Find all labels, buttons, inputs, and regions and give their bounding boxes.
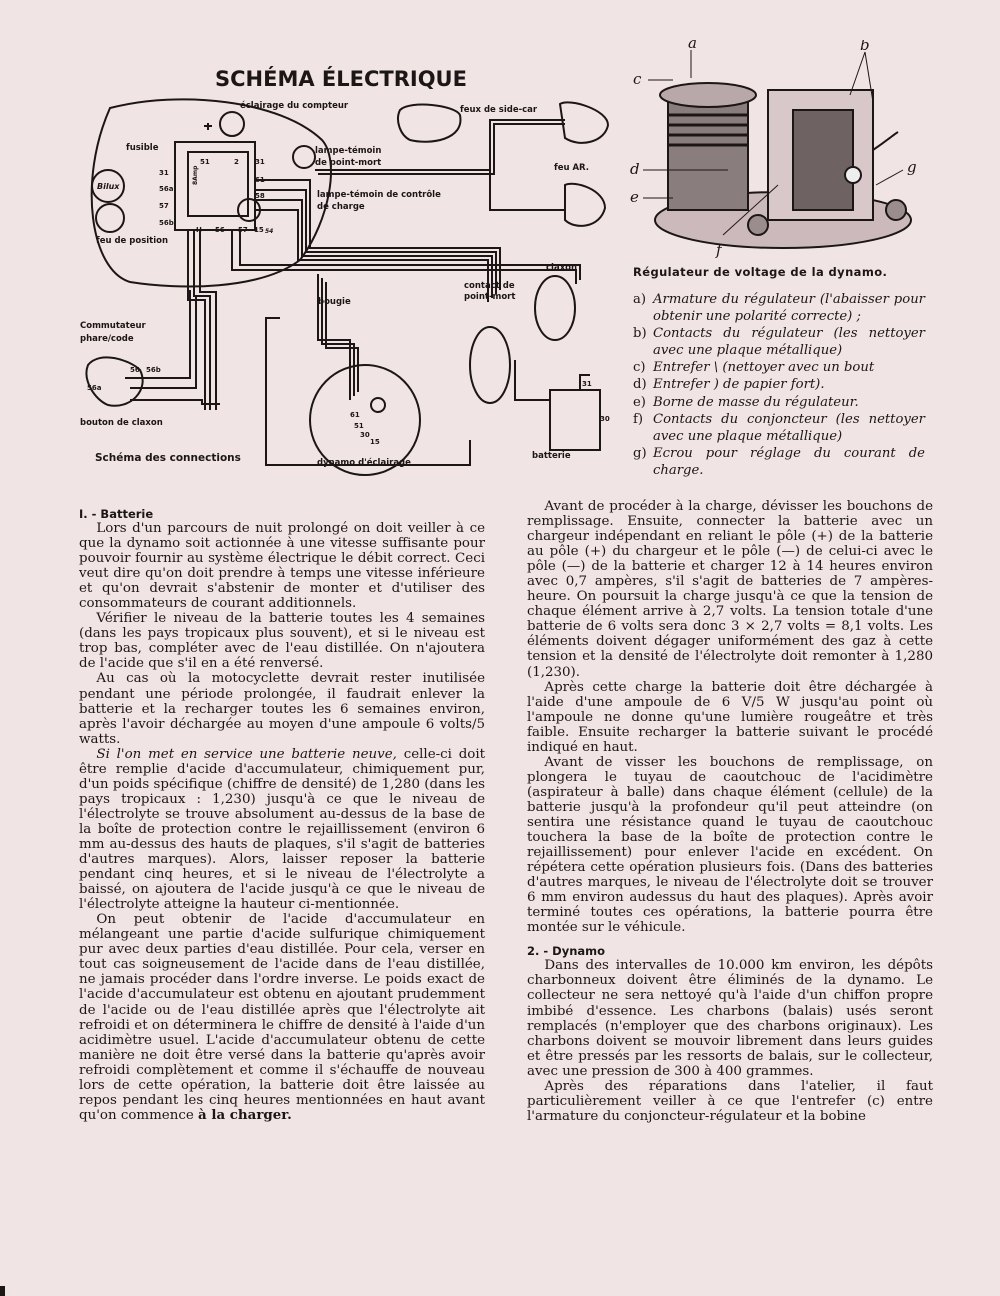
legend-key: d) [633,376,647,392]
wiring-diagram [60,60,620,480]
paragraph-text: celle-ci doit être remplie d'acide d'accumulateur, chimiquement pur, d'un poids spécifique (chiffre de densité) de 1,280 (dans les pays tropicaux : 1,230) jusqu'à ce que le niveau de l'électrolyte se trouve absolument au-dessus de la base de la boîte de protection contre le rejaillissement (environ 6 mm au-dessus des hauts de plaques, s'il s'agit de batteries d'autres marques). Alors, laisser reposer la batterie pendant cinq heures, et si le niveau de l'électrolyte a baissé, on ajoutera de l'acide jusqu'à ce que le niveau de l'électrolyte atteigne la hauteur ci-mentionnée. [79,746,485,913]
legend-text: Contacts du conjoncteur (les nettoyer avec une plaque métallique) [653,412,925,444]
paragraph-text: On peut obtenir de l'acide d'accumulateur en mélangeant une partie d'acide sulfurique chimiquement pur avec deux parties d'eau distillée. Pour cela, verser en tout cas soigneusement de l'acide dans de l'eau distillée, ne jamais procéder dans l'ordre inverse. Le poids exact de l'acide d'accumulateur est obtenu en ajoutant prudemment de l'acide ou de l'eau distillée après que l'électrolyte ait refroidi et on déterminera le chiffre de densité à l'aide d'un acidimètre usuel. L'acide d'accumulateur obtenu de cette manière ne doit être versé dans la batterie qu'après avoir refroidi complètement et comme il s'échauffe de nouveau lors de cette opération, la batterie doit être laissée au repos pendant les cinq heures mentionnées en haut avant qu'on commence [79,912,485,1123]
section-heading-dynamo: 2. - Dynamo [527,944,606,959]
rear-lamp [565,184,605,226]
dynamo-61: 61 [350,411,360,419]
label-batterie: batterie [532,451,571,461]
handlebar-switch [86,357,142,405]
legend-key: c) [633,360,646,376]
legend-item [633,412,925,445]
label-fusible: fusible [126,143,159,153]
callout-g: g [907,158,917,176]
legend-key: a) [633,292,647,307]
legend-key: g) [633,446,647,462]
paragraph: Après des réparations dans l'atelier, il faut particulièrement veiller à ce que l'entrefer (c) entre l'armature du conjoncteur-régulateur et la bobine [527,1078,933,1124]
neutral-contact-symbol [470,327,510,403]
dynamo-51: 51 [354,422,364,430]
callout-a: a [688,40,697,52]
battery-symbol [550,390,600,450]
regulator-legend [633,292,925,481]
callout-b: b [860,40,870,54]
terminal-31: 31 [255,158,265,166]
legend-key: b) [633,326,647,342]
terminal-58: 58 [255,192,265,200]
label-lampe-point-mort-2: de point-mort [315,158,382,168]
label-lampe-point-mort-1: lampe-témoin [315,146,382,156]
regulator-illustration [628,40,928,265]
battery-31: 31 [582,380,592,388]
legend-text: Armature du régulateur (l'abaisser pour obtenir une polarité correcte) ; [653,292,925,324]
paragraph: Vérifier le niveau de la batterie toutes les 4 semaines (dans les pays tropicaux plus souvent), et si le niveau est trop bas, compléter avec de l'eau distillée. On n'ajoutera de l'acide que s'il en a été renversé. [79,611,485,672]
article-column-left [79,507,485,1123]
horn-symbol [535,276,575,340]
legend-item [633,395,925,412]
label-claxon: claxon [546,263,578,273]
neutral-indicator-lamp [293,146,315,168]
article-column-right [527,499,933,1124]
terminal-57: 57 [238,226,248,234]
label-bilux: Bilux [97,182,120,191]
sidecar-lamp-left [398,105,460,142]
callout-c: c [633,70,642,88]
callout-e: e [630,188,639,206]
label-dynamo: dynamo d'éclairage [317,458,411,468]
sidecar-lamp-right [560,102,608,142]
dynamo-30: 30 [360,431,370,439]
legend-item [633,326,925,359]
switch-56: 56 [130,366,140,374]
terminal-56: 56 [215,226,225,234]
legend-key: e) [633,394,646,410]
paragraph: Dans des intervalles de 10.000 km environ, les dépôts charbonneux doivent être éliminés de la dynamo. Le collecteur ne sera nettoyé qu'à l'aide d'un chiffon propre imbibé d'essence. Les charbons (balais) usés seront remplacés (n'employer que des charbons originaux). Les charbons doivent se mouvoir librement dans leurs guides et être pressés par les ressorts de balais, sur le collecteur, avec une pression de 300 à 400 grammes. [527,958,933,1079]
label-feu-ar: feu AR. [554,163,589,173]
label-bouton-claxon: bouton de claxon [80,418,163,428]
emphasis-text: Si l'on met en service une batterie neuve, [96,746,397,762]
diagram-caption: Schéma des connections [95,452,241,464]
block-57: 57 [159,202,169,210]
paragraph [79,747,485,913]
terminal-54: 54 [265,228,274,235]
callout-f: f [716,241,722,259]
label-lampe-charge-1: lampe-témoin de contrôle [317,190,441,200]
paragraph [79,912,485,1123]
speedometer-lamp [220,112,244,136]
paragraph: Après cette charge la batterie doit être déchargée à l'aide d'une ampoule de 6 V/5 W jusqu'au point où l'ampoule ne donne qu'une lumière rougeâtre et très faible. Ensuite recharger la batterie suivant le procédé indiqué en haut. [527,679,933,755]
bold-text: à la charger. [198,1106,292,1123]
legend-key: f) [633,412,644,428]
paragraph: Lors d'un parcours de nuit prolongé on doit veiller à ce que la dynamo soit actionnée à une vitesse suffisante pour pouvoir fournir au système électrique le débit correct. Ceci veut dire qu'on doit prendre à temps une vitesse inférieure et qu'on devrait s'abstenir de monter et d'utiliser des consommateurs de courant additionnels. [79,521,485,612]
legend-text: Entrefer ) de papier fort). [653,376,825,392]
legend-item [633,446,925,479]
label-feu-position: feu de position [96,236,169,246]
section-heading-batterie: I. - Batterie [79,507,154,521]
switch-56a: 56a [87,384,102,392]
label-feux-side-car: feux de side-car [460,105,538,115]
block-31: 31 [159,169,169,177]
legend-text: Borne de masse du régulateur. [653,394,859,410]
label-contact-point-mort-2: point-mort [464,292,516,302]
terminal-h: H [196,226,202,234]
label-fuse-rating: 8Amp [192,165,199,185]
callout-d: d [630,160,640,178]
label-contact-point-mort-1: contact de [464,281,515,291]
battery-30: 30 [600,415,610,423]
legend-item [633,377,925,394]
page-corner-mark [0,1286,5,1296]
paragraph: Avant de procéder à la charge, dévisser les bouchons de remplissage. Ensuite, connecter la batterie avec un chargeur indépendant en reliant le pôle (+) de la batterie au pôle (+) du chargeur et le pôle (—) de celui-ci avec le pôle (—) de la batterie et charger 12 à 14 heures environ avec 0,7 ampères, s'il s'agit de batteries de 7 ampères-heure. On poursuit la charge jusqu'à ce que la tension de chaque élément arrive à 2,7 volts. La tension totale d'une batterie de 6 volts sera donc 3 × 2,7 volts = 8,1 volts. Les éléments doivent dégager uniformément des gaz à cette tension et la densité de l'électrolyte doit remonter à 1,280 (1,230). [527,499,933,680]
legend-text: Ecrou pour réglage du courant de charge. [653,446,925,478]
block-56a: 56a [159,185,174,193]
diagram-title: SCHÉMA ÉLECTRIQUE [215,67,467,91]
block-56b: 56b [159,219,174,227]
label-commutateur-1: Commutateur [80,321,146,331]
label-eclairage-compteur: éclairage du compteur [240,101,349,111]
legend-item [633,360,925,377]
legend-text: Entrefer \ (nettoyer avec un bout [653,360,875,376]
paragraph: Avant de visser les bouchons de remplissage, on plongera le tuyau de caoutchouc de l'acidimètre (aspirateur à balle) dans chaque élément (cellule) de la batterie jusqu'à la profondeur qu'il peut atteindre (on sentira une résistance quand le tuyau de caoutchouc touchera la base de la boîte de protection contre le rejaillissement) pour enlever l'acide en excédent. On répétera cette opération plusieurs fois. (Dans des batteries d'autres marques, le niveau de l'électrolyte doit se trouver 6 mm environ audessus du haut des plaques). Après avoir terminé toutes ces opérations, la batterie pourra être montée sur le véhicule. [527,754,933,936]
terminal-15: 15 [254,226,264,234]
terminal-61: 61 [255,176,265,184]
label-bougie: bougie [318,297,351,307]
label-commutateur-2: phare/code [80,334,134,344]
legend-item [633,292,925,325]
switch-56b: 56b [146,366,161,374]
paragraph: Au cas où la motocyclette devrait rester inutilisée pendant une période prolongée, il faudrait enlever la batterie et la recharger toutes les 6 semaines environ, après l'avoir déchargée au moyen d'une ampoule 6 volts/5 watts. [79,671,485,747]
terminal-2: 2 [234,158,239,166]
position-lamp [96,204,124,232]
label-lampe-charge-2: de charge [317,202,365,212]
dynamo-15: 15 [370,438,380,446]
regulator-title: Régulateur de voltage de la dynamo. [633,265,888,279]
headlamp-outline [92,99,331,286]
legend-text: Contacts du régulateur (les nettoyer avec une plaque métallique) [653,326,925,358]
terminal-51: 51 [200,158,210,166]
